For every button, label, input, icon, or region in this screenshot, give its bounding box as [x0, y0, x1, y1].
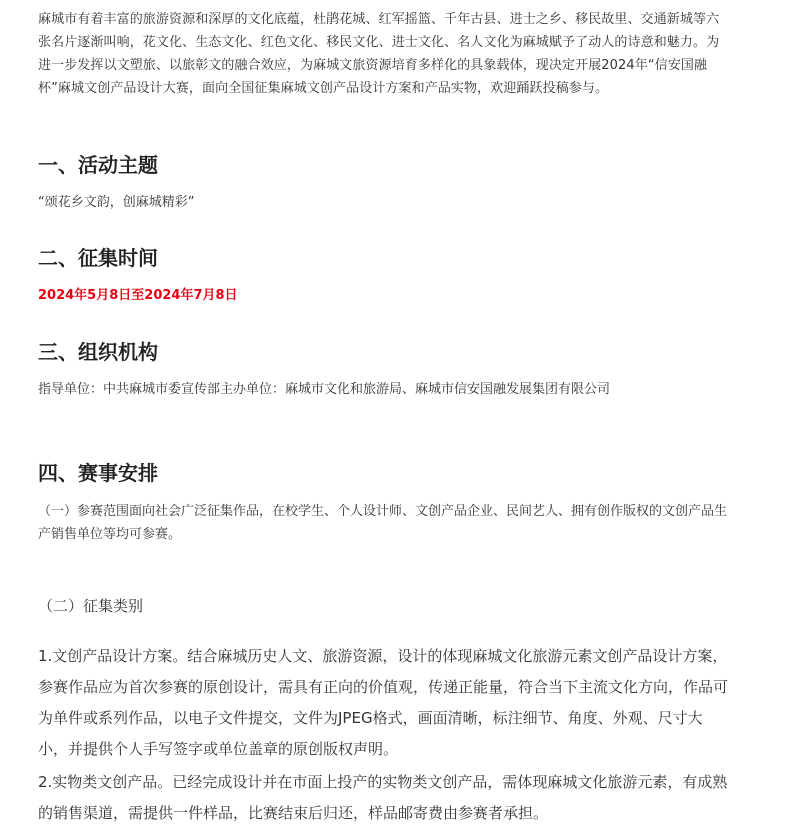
section-theme-heading: 一、活动主题: [38, 153, 158, 177]
section-time-date: 2024年5月8日至2024年7月8日: [38, 288, 238, 303]
section-org-text: 指导单位：中共麻城市委宣传部主办单位：麻城市文化和旅游局、麻城市信安国融发展集团有限公司: [38, 382, 611, 397]
category-heading: （二）征集类别: [38, 597, 144, 615]
section-time-heading: 二、征集时间: [38, 246, 158, 270]
section-org-heading: 三、组织机构: [38, 340, 158, 364]
category-item-2: 2.实物类文创产品。已经完成设计并在市面上投产的实物类文创产品，需体现麻城文化旅游元素，有成熟的销售渠道，需提供一件样品，比赛结束后归还，样品邮寄费由参赛者承担。: [38, 773, 728, 822]
section-theme-text: “颂花乡文韵，创麻城精彩”: [38, 195, 195, 210]
article-body: [38, 0, 729, 822]
section-schedule-heading: 四、赛事安排: [38, 461, 158, 485]
schedule-scope-text: （一）参赛范围面向社会广泛征集作品，在校学生、个人设计师、文创产品企业、民间艺人、拥有创作版权的文创产品生产销售单位等均可参赛。: [38, 504, 728, 542]
category-item-1: 1.文创产品设计方案。结合麻城历史人文、旅游资源，设计的体现麻城文化旅游元素文创产品设计方案，参赛作品应为首次参赛的原创设计，需具有正向的价值观，传递正能量，符合当下主流文化方向，作品可为单件或系列作品，以电子文件提交，文件为JPEG格式，画面清晰，标注细节、角度、外观、尺寸大小，并提供个人手写签字或单位盖章的原创版权声明。: [38, 647, 729, 758]
intro-paragraph: 麻城市有着丰富的旅游资源和深厚的文化底蕴，杜鹃花城、红军摇篮、千年古县、进士之乡、移民故里、交通新城等六张名片逐渐叫响，花文化、生态文化、红色文化、移民文化、进士文化、名人文化为麻城赋予了动人的诗意和魅力。为进一步发挥以文塑旅、以旅彰文的融合效应，为麻城文旅资源培育多样化的具象载体，现决定开展2024年“信安国融杯”麻城文创产品设计大赛，面向全国征集麻城文创产品设计方案和产品实物，欢迎踊跃投稿参与。: [38, 12, 720, 96]
